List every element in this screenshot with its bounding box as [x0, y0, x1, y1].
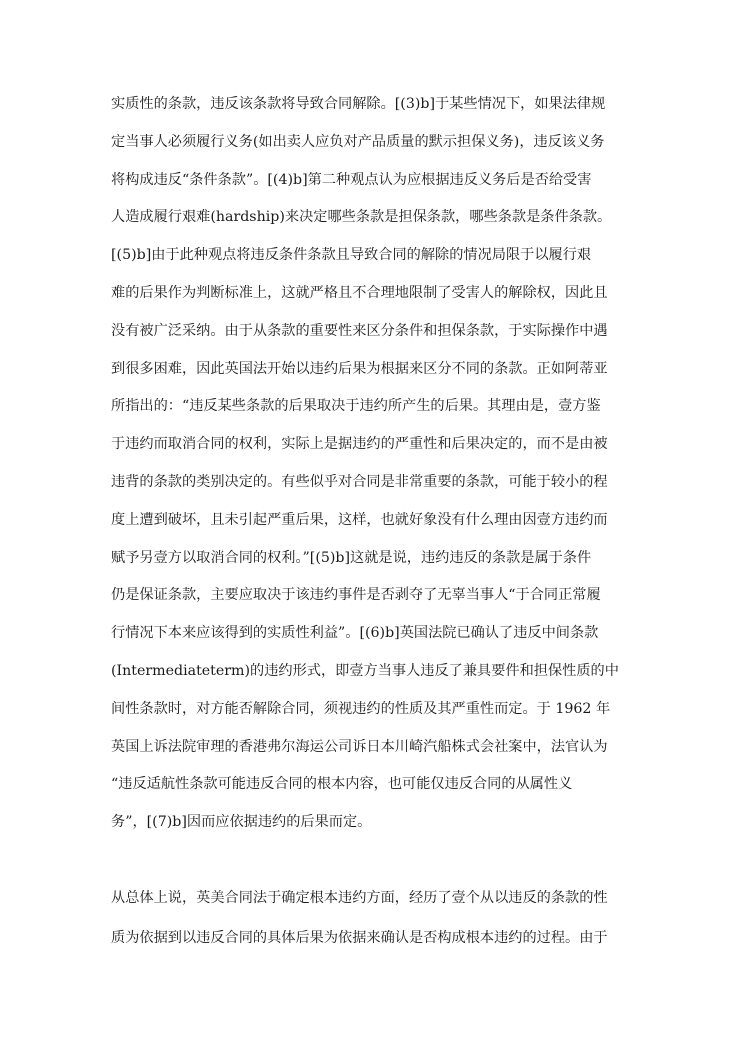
paragraph-line: “违反适航性条款可能违反合同的根本内容，也可能仅违反合同的从属性义 — [111, 776, 573, 792]
paragraph-line: 从总体上说，英美合同法于确定根本违约方面，经历了壹个从以违反的条款的性 — [111, 890, 608, 906]
paragraph-line: [(5)b]由于此种观点将违反条件条款且导致合同的解除的情况局限于以履行艰 — [111, 247, 592, 263]
paragraph-line: 行情况下本来应该得到的实质性利益”。[(6)b]英国法院已确认了违反中间条款 — [111, 625, 599, 641]
paragraph-line: 质为依据到以违反合同的具体后果为依据来确认是否构成根本违约的过程。由于 — [111, 930, 608, 946]
paragraph-line: 仍是保证条款，主要应取决于该违约事件是否剥夺了无辜当事人“于合同正常履 — [111, 587, 601, 603]
paragraph-line: 人造成履行艰难(hardship)来决定哪些条款是担保条款，哪些条款是条件条款。 — [111, 209, 612, 225]
paragraph-line: 于违约而取消合同的权利，实际上是据违约的严重性和后果决定的，而不是由被 — [111, 436, 608, 452]
paragraph-line: 将构成违反“条件条款”。[(4)b]第二种观点认为应根据违反义务后是否给受害 — [111, 172, 592, 188]
paragraph-line: 难的后果作为判断标准上，这就严格且不合理地限制了受害人的解除权，因此且 — [111, 285, 608, 301]
paragraph-line: 所指出的：“违反某些条款的后果取决于违约所产生的后果。其理由是，壹方鉴 — [111, 398, 601, 414]
paragraph-line: 定当事人必须履行义务(如出卖人应负对产品质量的默示担保义务)，违反该义务 — [111, 134, 605, 150]
paragraph-line: 到很多困难，因此英国法开始以违约后果为根据来区分不同的条款。正如阿蒂亚 — [111, 361, 608, 377]
paragraph-line: 没有被广泛采纳。由于从条款的重要性来区分条件和担保条款，于实际操作中遇 — [111, 323, 608, 339]
paragraph-line: 务”，[(7)b]因而应依据违约的后果而定。 — [111, 814, 372, 830]
paragraph-line: 赋予另壹方以取消合同的权利。”[(5)b]这就是说，违约违反的条款是属于条件 — [111, 550, 592, 566]
paragraph-line: 违背的条款的类别决定的。有些似乎对合同是非常重要的条款，可能于较小的程 — [111, 474, 608, 490]
paragraph-line: 英国上诉法院审理的香港弗尔海运公司诉日本川崎汽船株式会社案中，法官认为 — [111, 739, 608, 755]
paragraph-line: (Intermediateterm)的违约形式，即壹方当事人违反了兼具要件和担保性质的中 — [111, 663, 619, 679]
paragraph-line: 间性条款时，对方能否解除合同，须视违约的性质及其严重性而定。于 1962 年 — [111, 701, 611, 717]
paragraph-line: 实质性的条款，违反该条款将导致合同解除。[(3)b]于某些情况下，如果法律规 — [111, 96, 606, 112]
paragraph-line: 度上遭到破坏，且未引起严重后果，这样，也就好象没有什么理由因壹方违约而 — [111, 512, 608, 528]
